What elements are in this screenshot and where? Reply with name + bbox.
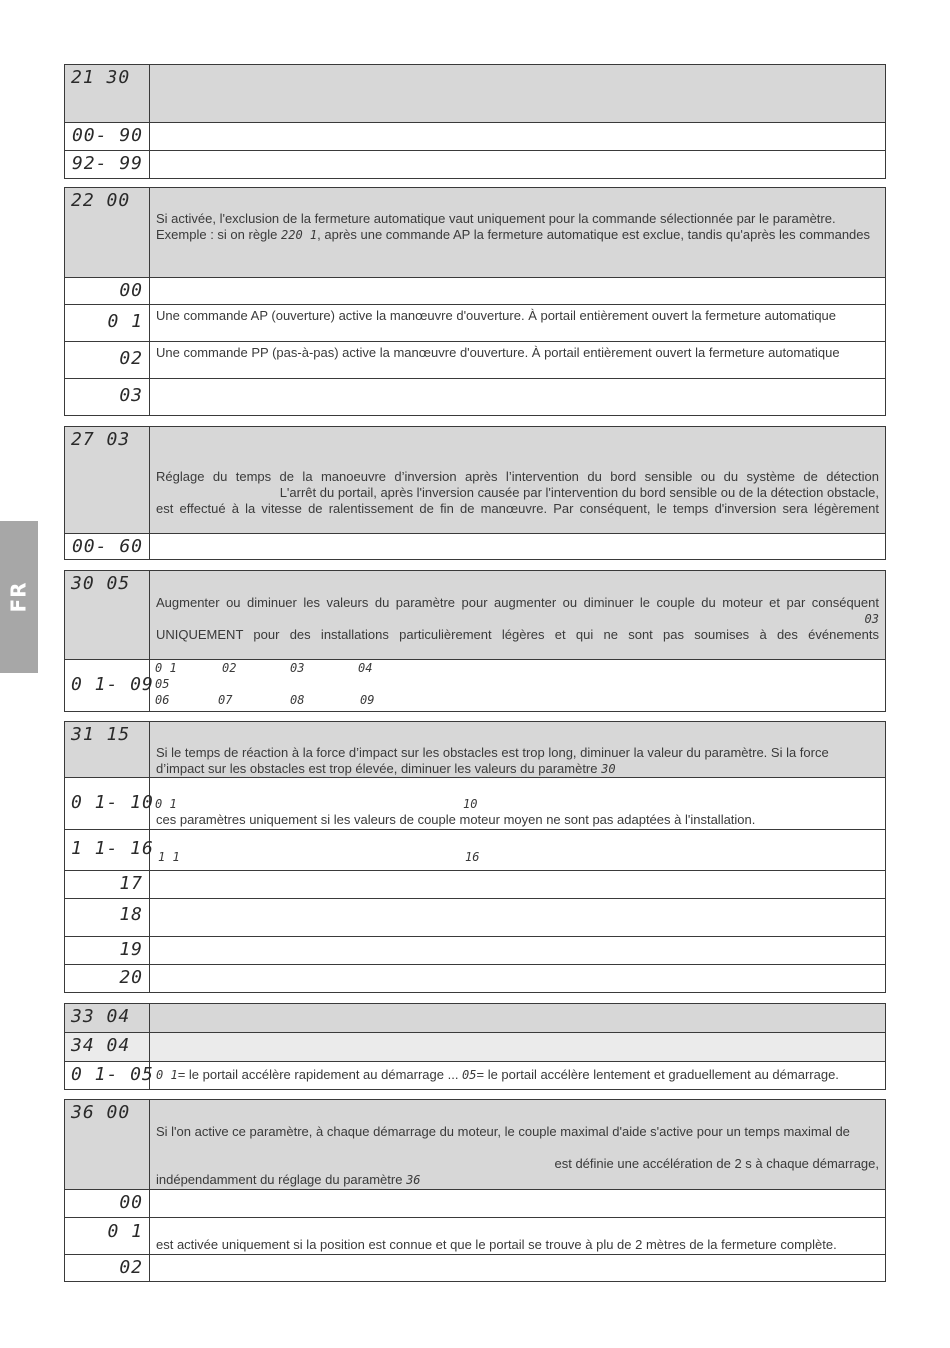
value-description xyxy=(150,1190,886,1218)
param-table-2130 xyxy=(64,64,886,179)
value-code: 16 xyxy=(465,850,480,864)
language-side-tab xyxy=(0,521,38,673)
value-description xyxy=(150,534,886,560)
param-code: 21 30 xyxy=(71,67,131,88)
value-code: 0 1 xyxy=(107,311,143,332)
inline-code: 03 xyxy=(864,612,879,626)
desc-line: UNIQUEMENT pour des installations particulièrement légères et qui ne sont pas soumises à des événements xyxy=(156,627,879,642)
language-label: FR xyxy=(7,581,31,613)
value-description xyxy=(150,278,886,305)
value-text: = le portail accélère rapidement au démarrage ... xyxy=(177,1067,463,1082)
value-text: = le portail accélère lentement et graduellement au démarrage. xyxy=(476,1067,839,1082)
param-table-3005 xyxy=(64,570,886,712)
param-table-2200 xyxy=(64,187,886,416)
desc-line: L'arrêt du portail, après l'inversion causée par l'intervention du bord sensible ou de la détection obstacle, xyxy=(279,485,879,500)
value-description xyxy=(150,151,886,179)
param-code: 33 04 xyxy=(71,1006,131,1027)
value-code: 03 xyxy=(119,385,143,406)
value-description xyxy=(150,937,886,965)
desc-line: Si l'on active ce paramètre, à chaque démarrage du moteur, le couple maximal d'aide s'active pour un temps maximal de xyxy=(156,1124,850,1139)
param-description xyxy=(150,1004,886,1033)
value-range: 00- 90 xyxy=(71,125,143,146)
inline-code: 05 xyxy=(462,1068,477,1082)
value-description xyxy=(150,1062,886,1090)
value-code: 0 1 xyxy=(155,661,177,675)
param-table-2703 xyxy=(64,426,886,560)
value-code: 18 xyxy=(119,904,143,925)
value-range: 0 1- 09 xyxy=(71,674,154,695)
value-code: 02 xyxy=(119,1257,143,1278)
value-range: 0 1- 10 xyxy=(71,792,154,813)
value-range: 92- 99 xyxy=(71,153,143,174)
param-code: 36 00 xyxy=(71,1102,131,1123)
value-code: 20 xyxy=(119,967,143,988)
value-description: est activée uniquement si la position est connue et que le portail se trouve à plu de 2 mètres de la fermeture complète. xyxy=(156,1237,837,1252)
inline-code: 220 1 xyxy=(281,228,318,242)
value-code: 08 xyxy=(290,693,305,707)
param-code: 34 04 xyxy=(71,1035,131,1056)
value-code: 0 1 xyxy=(107,1221,143,1242)
param-description xyxy=(150,722,886,778)
value-code: 17 xyxy=(119,873,143,894)
value-description: Une commande AP (ouverture) active la manœuvre d'ouverture. À portail entièrement ouvert la fermeture automatique xyxy=(156,308,837,323)
param-code: 30 05 xyxy=(71,573,131,594)
value-range: 1 1- 16 xyxy=(71,838,154,859)
value-code: 00 xyxy=(119,280,143,301)
value-range: 00- 60 xyxy=(71,536,143,557)
value-text: ces paramètres uniquement si les valeurs de couple moteur moyen ne sont pas adaptées à l'installation. xyxy=(156,812,756,827)
value-code: 06 xyxy=(155,693,170,707)
value-code: 05 xyxy=(155,677,170,691)
inline-code: 30 xyxy=(601,762,616,776)
desc-line: Augmenter ou diminuer les valeurs du paramètre pour augmenter ou diminuer le couple du moteur et par conséquent xyxy=(156,595,879,610)
param-description xyxy=(150,1100,886,1190)
value-code: 04 xyxy=(358,661,373,675)
param-description xyxy=(150,188,886,278)
value-code: 02 xyxy=(119,348,143,369)
param-description xyxy=(150,1033,886,1062)
param-description xyxy=(150,427,886,534)
inline-code: 0 1 xyxy=(156,1068,178,1082)
desc-line: Réglage du temps de la manoeuvre d’inversion après l’intervention du bord sensible ou du système de détection xyxy=(156,469,879,484)
param-table-3304 xyxy=(64,1003,886,1090)
param-description xyxy=(150,65,886,123)
value-description xyxy=(150,871,886,899)
value-description xyxy=(150,1255,886,1282)
value-code: 02 xyxy=(222,661,237,675)
desc-line: Si activée, l'exclusion de la fermeture automatique vaut uniquement pour la commande sélectionnée par le paramètre. xyxy=(156,211,836,226)
param-code: 27 03 xyxy=(71,429,131,450)
desc-line: est effectué à la vitesse de ralentissement de fin de manœuvre. Par conséquent, le temps d'inversion sera légèrement xyxy=(156,501,879,516)
desc-line: Exemple : si on règle xyxy=(156,227,282,242)
desc-line: est définie une accélération de 2 s à chaque démarrage, xyxy=(554,1156,879,1171)
desc-line: d’impact sur les obstacles est trop élevée, diminuer les valeurs du paramètre xyxy=(156,761,602,776)
value-description xyxy=(150,899,886,937)
value-code: 10 xyxy=(463,797,478,811)
value-description: Une commande PP (pas-à-pas) active la manœuvre d'ouverture. À portail entièrement ouvert la fermeture automatique xyxy=(156,345,840,360)
param-code: 31 15 xyxy=(71,724,131,745)
value-description xyxy=(150,965,886,993)
value-description xyxy=(150,660,886,712)
desc-line: Si le temps de réaction à la force d’impact sur les obstacles est trop long, diminuer la valeur du paramètre. Si la force xyxy=(156,745,829,760)
value-code: 03 xyxy=(290,661,305,675)
value-code: 0 1 xyxy=(155,797,177,811)
value-code: 09 xyxy=(360,693,375,707)
value-description xyxy=(150,123,886,151)
value-code: 00 xyxy=(119,1192,143,1213)
value-code: 07 xyxy=(218,693,233,707)
value-description xyxy=(150,830,886,871)
value-code: 1 1 xyxy=(158,850,180,864)
desc-line: , après une commande AP la fermeture automatique est exclue, tandis qu'après les commandes xyxy=(317,227,871,242)
param-table-3115 xyxy=(64,721,886,993)
inline-code: 36 xyxy=(406,1173,421,1187)
param-table-3600 xyxy=(64,1099,886,1282)
value-description xyxy=(150,778,886,830)
param-code: 22 00 xyxy=(71,190,131,211)
value-code: 19 xyxy=(119,939,143,960)
desc-line: indépendamment du réglage du paramètre xyxy=(156,1172,407,1187)
value-description xyxy=(150,379,886,416)
param-description xyxy=(150,571,886,660)
value-range: 0 1- 05 xyxy=(71,1064,154,1085)
